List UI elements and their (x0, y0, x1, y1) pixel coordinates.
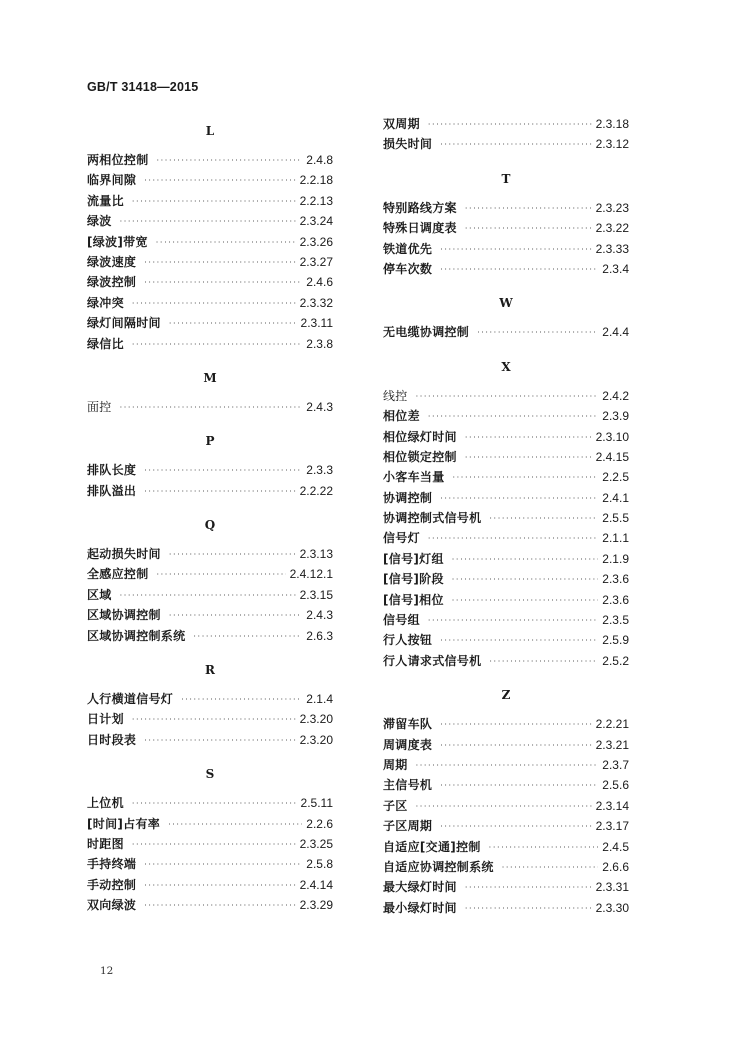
dot-leader (489, 652, 598, 672)
index-term: 时距图 (87, 836, 124, 851)
dot-leader (452, 550, 599, 570)
dot-leader (489, 838, 599, 858)
index-entry (87, 313, 333, 333)
dot-leader (132, 710, 296, 730)
index-letter-heading: T (501, 171, 511, 186)
index-term: 绿冲突 (87, 295, 124, 310)
dot-leader (453, 468, 599, 488)
index-reference: 2.3.12 (595, 137, 629, 152)
index-term: 协调控制 (383, 490, 433, 505)
index-entry (87, 834, 333, 854)
index-reference: 2.3.13 (299, 547, 333, 562)
index-entry (87, 397, 333, 417)
dot-leader (440, 715, 591, 735)
index-term: [信号]灯组 (383, 551, 444, 566)
index-reference: 2.2.6 (306, 816, 333, 831)
index-reference: 2.3.26 (299, 234, 333, 249)
dot-leader (168, 815, 302, 835)
index-reference: 2.3.8 (306, 336, 333, 351)
dot-leader (428, 407, 598, 427)
index-term: 排队溢出 (87, 483, 137, 498)
index-letter-heading: M (203, 370, 217, 385)
index-term: [时间]占有率 (87, 816, 161, 831)
index-term: 损失时间 (383, 137, 433, 152)
dot-leader (440, 817, 591, 837)
index-term: [信号]阶段 (383, 572, 444, 587)
dot-leader (465, 878, 592, 898)
index-entry (383, 528, 629, 548)
index-term: 相位锁定控制 (383, 449, 457, 464)
index-entry (87, 460, 333, 480)
index-reference: 2.3.10 (595, 429, 629, 444)
dot-leader (440, 260, 598, 280)
index-letter-heading: L (205, 124, 215, 138)
dot-leader (144, 482, 295, 502)
index-reference: 2.5.2 (602, 653, 629, 668)
index-term: 双向绿波 (87, 898, 137, 913)
index-reference: 2.3.6 (602, 572, 629, 587)
index-term: 两相位控制 (87, 153, 149, 167)
index-entry (87, 709, 333, 729)
dot-leader (169, 606, 302, 626)
index-entry (87, 232, 333, 252)
dot-leader (144, 273, 302, 293)
index-entry (383, 857, 629, 877)
dot-leader (465, 448, 592, 468)
index-term: 起动损失时间 (87, 547, 161, 562)
index-entry (383, 322, 629, 342)
dot-leader (465, 428, 592, 448)
dot-leader (132, 835, 296, 855)
index-letter-heading: Q (204, 518, 216, 533)
index-column-right (383, 114, 629, 918)
index-entry (383, 877, 629, 897)
index-reference: 2.3.33 (595, 241, 629, 256)
index-letter-heading: Z (501, 688, 511, 703)
index-entry (383, 467, 629, 487)
index-reference: 2.4.2 (602, 388, 629, 403)
index-reference: 2.5.11 (300, 796, 333, 811)
index-entry (383, 714, 629, 734)
index-term: 最小绿灯时间 (383, 900, 457, 915)
index-reference: 2.2.18 (299, 173, 333, 188)
index-letter-heading: S (205, 767, 215, 782)
index-entry (383, 569, 629, 589)
index-term: 行人按钮 (383, 633, 433, 648)
index-entry (383, 735, 629, 755)
index-reference: 2.3.27 (299, 254, 333, 269)
index-reference: 2.3.5 (602, 613, 629, 628)
index-entry (87, 564, 333, 584)
index-term: 子区周期 (383, 819, 433, 834)
index-reference: 2.1.1 (602, 531, 629, 546)
index-reference: 2.4.6 (306, 275, 333, 290)
dot-leader (156, 233, 296, 253)
index-reference: 2.3.30 (595, 900, 629, 915)
index-entry (383, 508, 629, 528)
index-term: 全感应控制 (87, 567, 149, 582)
dot-leader (440, 489, 598, 509)
index-entry (87, 875, 333, 895)
index-reference: 2.3.20 (299, 732, 333, 747)
index-entry (383, 755, 629, 775)
dot-leader (144, 253, 295, 273)
index-term: 最大绿灯时间 (383, 880, 457, 895)
dot-leader (169, 314, 297, 334)
dot-leader (144, 171, 295, 191)
index-reference: 2.4.12.1 (289, 567, 333, 582)
dot-leader (144, 876, 295, 896)
index-term: 小客车当量 (383, 470, 445, 485)
index-entry (87, 895, 333, 915)
index-term: 流量比 (87, 193, 124, 208)
index-entry (383, 406, 629, 426)
index-term: 相位差 (383, 409, 420, 424)
index-entry (383, 651, 629, 671)
dot-leader (452, 591, 599, 611)
index-reference: 2.3.21 (595, 737, 629, 752)
dot-leader (452, 570, 599, 590)
index-term: 信号灯 (383, 531, 420, 546)
dot-leader (132, 794, 297, 814)
dot-leader (416, 797, 592, 817)
index-entry (87, 191, 333, 211)
index-entry (87, 626, 333, 646)
dot-leader (440, 736, 591, 756)
index-term: 信号组 (383, 613, 420, 628)
index-reference: 2.3.20 (299, 712, 333, 727)
index-entry (383, 630, 629, 650)
index-term: 排队长度 (87, 463, 137, 478)
index-entry (383, 427, 629, 447)
index-term: 人行横道信号灯 (87, 692, 174, 707)
index-entry (383, 114, 629, 134)
dot-leader (416, 387, 599, 407)
index-entry (383, 218, 629, 238)
index-entry (383, 259, 629, 279)
index-letter-heading: X (501, 359, 511, 374)
index-term: 绿波控制 (87, 275, 137, 290)
index-term: [绿波]带宽 (87, 234, 148, 249)
index-reference: 2.3.32 (299, 295, 333, 310)
index-reference: 2.3.3 (306, 463, 333, 478)
index-term: 区域协调控制 (87, 608, 161, 623)
index-reference: 2.3.14 (595, 798, 629, 813)
dot-leader (144, 855, 302, 875)
index-term: 主信号机 (383, 778, 433, 793)
page-number: 12 (100, 965, 114, 977)
index-entry (383, 549, 629, 569)
index-reference: 2.3.17 (595, 819, 629, 834)
index-term: [信号]相位 (383, 592, 444, 607)
index-entry (87, 481, 333, 501)
index-reference: 2.3.31 (595, 880, 629, 895)
index-reference: 2.4.4 (602, 325, 629, 340)
index-letter-heading: P (205, 434, 215, 449)
index-entry (87, 150, 333, 170)
index-letter-heading: W (499, 296, 513, 311)
index-reference: 2.3.23 (595, 200, 629, 215)
index-reference: 2.2.21 (595, 717, 629, 732)
index-reference: 2.4.1 (602, 490, 629, 505)
index-term: 绿波 (87, 214, 112, 229)
index-term: 绿灯间隔时间 (87, 316, 161, 331)
index-entry (383, 816, 629, 836)
index-entry (87, 814, 333, 834)
index-reference: 2.3.9 (602, 409, 629, 424)
index-term: 区域协调控制系统 (87, 628, 186, 643)
index-term: 上位机 (87, 796, 124, 811)
index-entry (87, 605, 333, 625)
dot-leader (181, 690, 302, 710)
index-term: 临界间隙 (87, 173, 137, 188)
index-reference: 2.3.24 (299, 214, 333, 229)
index-term: 停车次数 (383, 261, 433, 276)
dot-leader (144, 896, 295, 916)
standard-code-header: GB/T 31418—2015 (87, 80, 199, 94)
dot-leader (157, 565, 286, 585)
index-reference: 2.3.6 (602, 592, 629, 607)
index-reference: 2.3.11 (300, 316, 333, 331)
index-term: 区域 (87, 587, 112, 602)
index-term: 自适应[交通]控制 (383, 839, 481, 854)
index-term: 协调控制式信号机 (383, 511, 482, 526)
index-reference: 2.5.5 (602, 511, 629, 526)
index-term: 铁道优先 (383, 241, 433, 256)
index-reference: 2.3.4 (602, 261, 629, 276)
dot-leader (120, 212, 296, 232)
dot-leader (416, 756, 599, 776)
dot-leader (440, 240, 591, 260)
index-reference: 2.3.18 (595, 117, 629, 131)
index-reference: 2.3.22 (595, 221, 629, 236)
index-reference: 2.3.7 (602, 757, 629, 772)
index-term: 绿波速度 (87, 254, 137, 269)
index-entry (383, 134, 629, 154)
dot-leader (144, 731, 295, 751)
index-entry (383, 239, 629, 259)
index-entry (383, 898, 629, 918)
index-reference: 2.1.9 (602, 551, 629, 566)
index-reference: 2.2.5 (602, 470, 629, 485)
index-entry (87, 585, 333, 605)
index-entry (87, 793, 333, 813)
dot-leader (132, 294, 296, 314)
dot-leader (440, 776, 598, 796)
index-entry (87, 544, 333, 564)
dot-leader (157, 151, 303, 171)
index-reference: 2.6.6 (602, 859, 629, 874)
index-term: 无电缆协调控制 (383, 325, 470, 340)
dot-leader (440, 631, 598, 651)
index-reference: 2.4.3 (306, 399, 333, 414)
index-reference: 2.2.22 (299, 483, 333, 498)
index-entry (383, 488, 629, 508)
index-reference: 2.3.25 (299, 836, 333, 851)
index-reference: 2.5.6 (602, 778, 629, 793)
index-term: 子区 (383, 798, 408, 813)
index-reference: 2.5.9 (602, 633, 629, 648)
dot-leader (465, 219, 592, 239)
index-entry (87, 170, 333, 190)
index-term: 周期 (383, 757, 408, 772)
index-letter-heading: R (205, 663, 215, 678)
index-reference: 2.3.29 (299, 898, 333, 913)
index-reference: 2.4.5 (602, 839, 629, 854)
index-term: 相位绿灯时间 (383, 429, 457, 444)
index-entry (383, 610, 629, 630)
index-term: 线控 (383, 388, 408, 403)
index-reference: 2.5.8 (306, 857, 333, 872)
dot-leader (120, 398, 303, 418)
index-entry (383, 837, 629, 857)
dot-leader (428, 611, 598, 631)
index-entry (87, 272, 333, 292)
dot-leader (132, 192, 296, 212)
index-term: 日计划 (87, 712, 124, 727)
index-reference: 2.1.4 (306, 692, 333, 707)
index-column-left (87, 114, 333, 916)
index-term: 日时段表 (87, 732, 137, 747)
index-entry (383, 796, 629, 816)
index-entry (383, 198, 629, 218)
index-term: 周调度表 (383, 737, 433, 752)
index-term: 滞留车队 (383, 717, 433, 732)
index-entry (87, 730, 333, 750)
index-term: 手动控制 (87, 877, 137, 892)
dot-leader (132, 335, 302, 355)
index-term: 双周期 (383, 117, 420, 131)
index-reference: 2.4.3 (306, 608, 333, 623)
index-entry (87, 211, 333, 231)
dot-leader (144, 461, 302, 481)
index-term: 特殊日调度表 (383, 221, 457, 236)
dot-leader (120, 586, 296, 606)
dot-leader (465, 899, 592, 919)
index-term: 面控 (87, 399, 112, 414)
index-entry (87, 252, 333, 272)
index-term: 绿信比 (87, 336, 124, 351)
index-term: 手持终端 (87, 857, 137, 872)
index-reference: 2.3.15 (299, 587, 333, 602)
index-entry (87, 334, 333, 354)
dot-leader (428, 115, 592, 135)
dot-leader (477, 323, 598, 343)
dot-leader (489, 509, 598, 529)
index-reference: 2.4.15 (595, 449, 629, 464)
index-term: 特别路线方案 (383, 200, 457, 215)
index-reference: 2.4.8 (306, 153, 333, 167)
index-entry (383, 447, 629, 467)
dot-leader (440, 135, 591, 155)
index-term: 行人请求式信号机 (383, 653, 482, 668)
index-entry (87, 689, 333, 709)
index-reference: 2.6.3 (306, 628, 333, 643)
index-entry (383, 590, 629, 610)
index-reference: 2.2.13 (299, 193, 333, 208)
index-term: 自适应协调控制系统 (383, 859, 494, 874)
dot-leader (169, 545, 296, 565)
dot-leader (502, 858, 599, 878)
index-reference: 2.4.14 (299, 877, 333, 892)
index-entry (87, 293, 333, 313)
dot-leader (428, 529, 598, 549)
index-entry (87, 854, 333, 874)
dot-leader (465, 199, 592, 219)
index-entry (383, 775, 629, 795)
dot-leader (193, 627, 302, 647)
index-entry (383, 386, 629, 406)
